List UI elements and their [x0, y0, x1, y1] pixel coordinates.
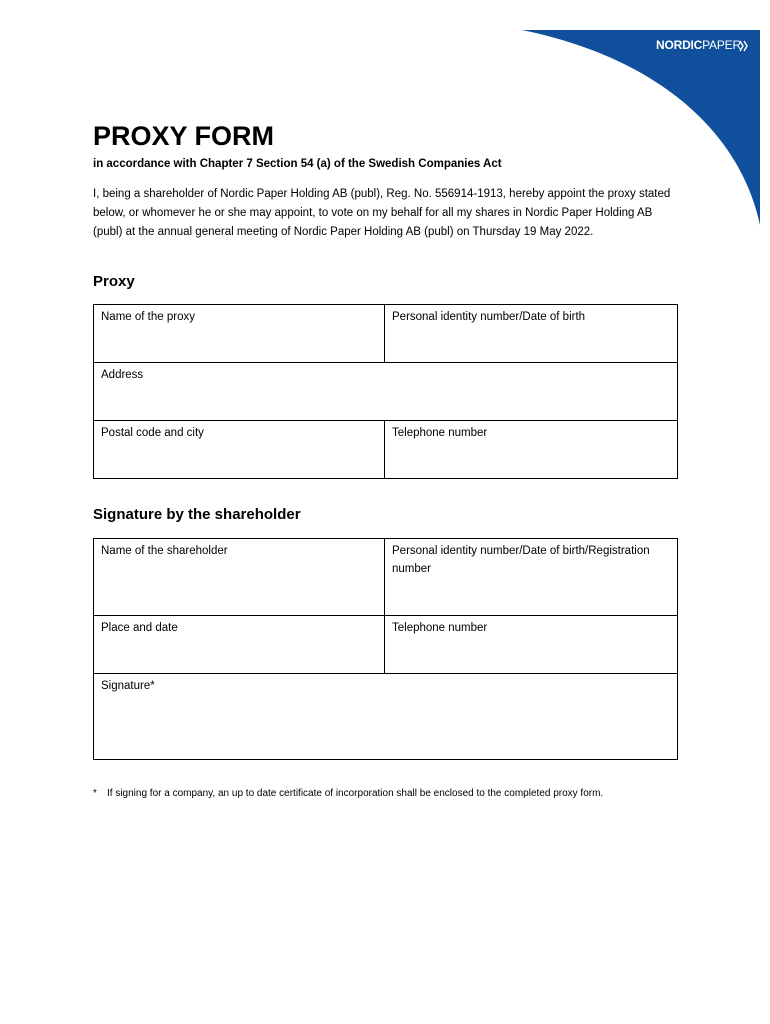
shareholder-signature-field[interactable]: [94, 674, 678, 760]
brand-logo: [656, 38, 741, 52]
proxy-phone-label: Telephone number: [392, 427, 488, 439]
proxy-postal-label: Postal code and city: [101, 427, 204, 439]
proxy-name-field[interactable]: [94, 305, 385, 363]
footnote-marker: *: [93, 788, 97, 799]
proxy-address-label: Address: [101, 369, 144, 381]
nordic-paper-mark-icon: [739, 40, 749, 52]
shareholder-section-heading: Signature by the shareholder: [93, 506, 301, 523]
brand-logo-light: PAPER: [702, 38, 741, 52]
proxy-phone-field[interactable]: [385, 421, 678, 479]
shareholder-place-label: Place and date: [101, 622, 178, 634]
shareholder-name-label: Name of the shareholder: [101, 545, 228, 557]
proxy-name-label: Name of the proxy: [101, 311, 195, 323]
proxy-postal-field[interactable]: [94, 421, 385, 479]
intro-paragraph: I, being a shareholder of Nordic Paper Holding AB (publ), Reg. No. 556914-1913, hereby appoint the proxy stated below, or whomever he or she may appoint, to vote on my behalf for all my shares in Nordic Paper Holding AB (publ) at the annual general meeting of Nordic Paper Holding AB (publ) on Thursday 19 May 2022.: [93, 188, 671, 238]
shareholder-signature-label: Signature*: [101, 680, 155, 692]
shareholder-phone-label: Telephone number: [392, 622, 488, 634]
proxy-address-field[interactable]: [94, 363, 678, 421]
footnote-text: If signing for a company, an up to date certificate of incorporation shall be enclosed to the completed proxy form.: [107, 788, 604, 799]
shareholder-id-field[interactable]: [385, 539, 678, 616]
shareholder-phone-field[interactable]: [385, 616, 678, 674]
proxy-table: [93, 304, 678, 479]
proxy-id-label: Personal identity number/Date of birth: [392, 311, 586, 323]
proxy-id-field[interactable]: [385, 305, 678, 363]
brand-logo-bold: NORDIC: [656, 38, 703, 52]
shareholder-place-field[interactable]: [94, 616, 385, 674]
shareholder-id-label: Personal identity number/Date of birth/Registration number: [392, 545, 650, 575]
proxy-section-heading: Proxy: [93, 273, 135, 290]
footnote: [93, 786, 683, 802]
page-subtitle: in accordance with Chapter 7 Section 54 (a) of the Swedish Companies Act: [93, 158, 502, 170]
page-title: PROXY FORM: [93, 121, 275, 151]
shareholder-table: [93, 538, 678, 760]
shareholder-name-field[interactable]: [94, 539, 385, 616]
